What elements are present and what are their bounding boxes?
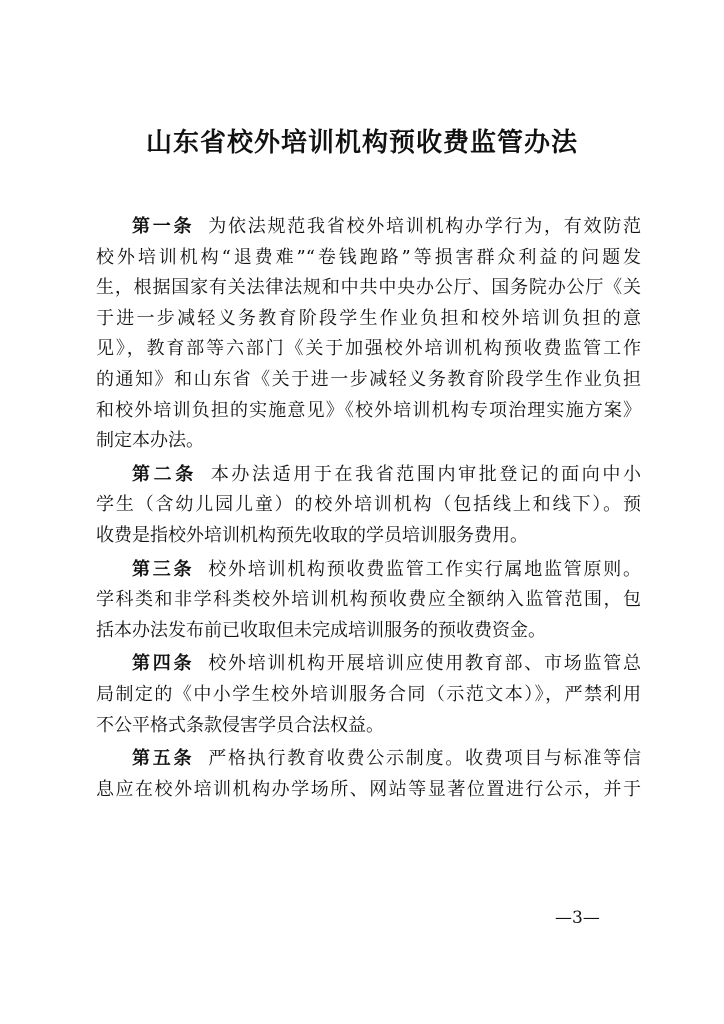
document-title: 山东省校外培训机构预收费监管办法 (145, 128, 578, 158)
article-line: 收费是指校外培训机构预先收取的学员培训服务费用。 (96, 524, 528, 546)
article-text: 校外培训机构开展培训应使用教育部、市场监管总 (208, 653, 641, 675)
article-line: 见》，教育部等六部门《关于加强校外培训机构预收费监管工作 (96, 338, 641, 360)
article-line: 和校外培训负担的实施意见》《校外培训机构专项治理实施方案》 (96, 399, 641, 421)
page-number: —3— (555, 908, 600, 928)
article-line: 制定本办法。 (96, 430, 204, 452)
article-label: 第五条 (132, 748, 195, 770)
article-1 (96, 212, 641, 457)
article-5 (96, 744, 641, 805)
article-label: 第一条 (132, 216, 195, 237)
article-line: 不公平格式条款侵害学员合法权益。 (96, 714, 384, 736)
article-line: 的通知》和山东省《关于进一步减轻义务教育阶段学生作业负担 (96, 368, 641, 390)
article-line (96, 649, 641, 680)
article-line: 于进一步减轻义务教育阶段学生作业负担和校外培训负担的意 (96, 307, 641, 329)
article-line (96, 212, 641, 243)
article-line: 息应在校外培训机构办学场所、网站等显著位置进行公示，并于 (96, 778, 641, 800)
article-4 (96, 649, 641, 741)
article-2 (96, 460, 641, 552)
article-line: 局制定的《中小学生校外培训服务合同（示范文本）》，严禁利用 (96, 683, 641, 705)
article-3 (96, 555, 641, 647)
article-line (96, 460, 641, 491)
article-text: 严格执行教育收费公示制度。收费项目与标准等信 (208, 748, 641, 770)
article-line: 学生（含幼儿园儿童）的校外培训机构（包括线上和线下）。预 (96, 494, 641, 516)
article-label: 第三条 (132, 558, 195, 580)
article-line: 学科类和非学科类校外培训机构预收费应全额纳入监管范围，包 (96, 589, 641, 611)
article-text: 校外培训机构预收费监管工作实行属地监管原则。 (208, 558, 641, 580)
document-body (96, 212, 641, 805)
article-text: 为依法规范我省校外培训机构办学行为，有效防范 (208, 216, 641, 237)
article-text: 本办法适用于在我省范围内审批登记的面向中小 (210, 463, 641, 485)
article-line: 生，根据国家有关法律法规和中共中央办公厅、国务院办公厅《关 (96, 277, 641, 299)
article-line: 括本办法发布前已收取但未完成培训服务的预收费资金。 (96, 619, 546, 641)
article-line (96, 744, 641, 775)
article-label: 第二条 (132, 463, 197, 485)
article-label: 第四条 (132, 653, 195, 675)
article-line (96, 555, 641, 586)
article-line: 校外培训机构“退费难”“卷钱跑路”等损害群众利益的问题发 (96, 246, 641, 268)
